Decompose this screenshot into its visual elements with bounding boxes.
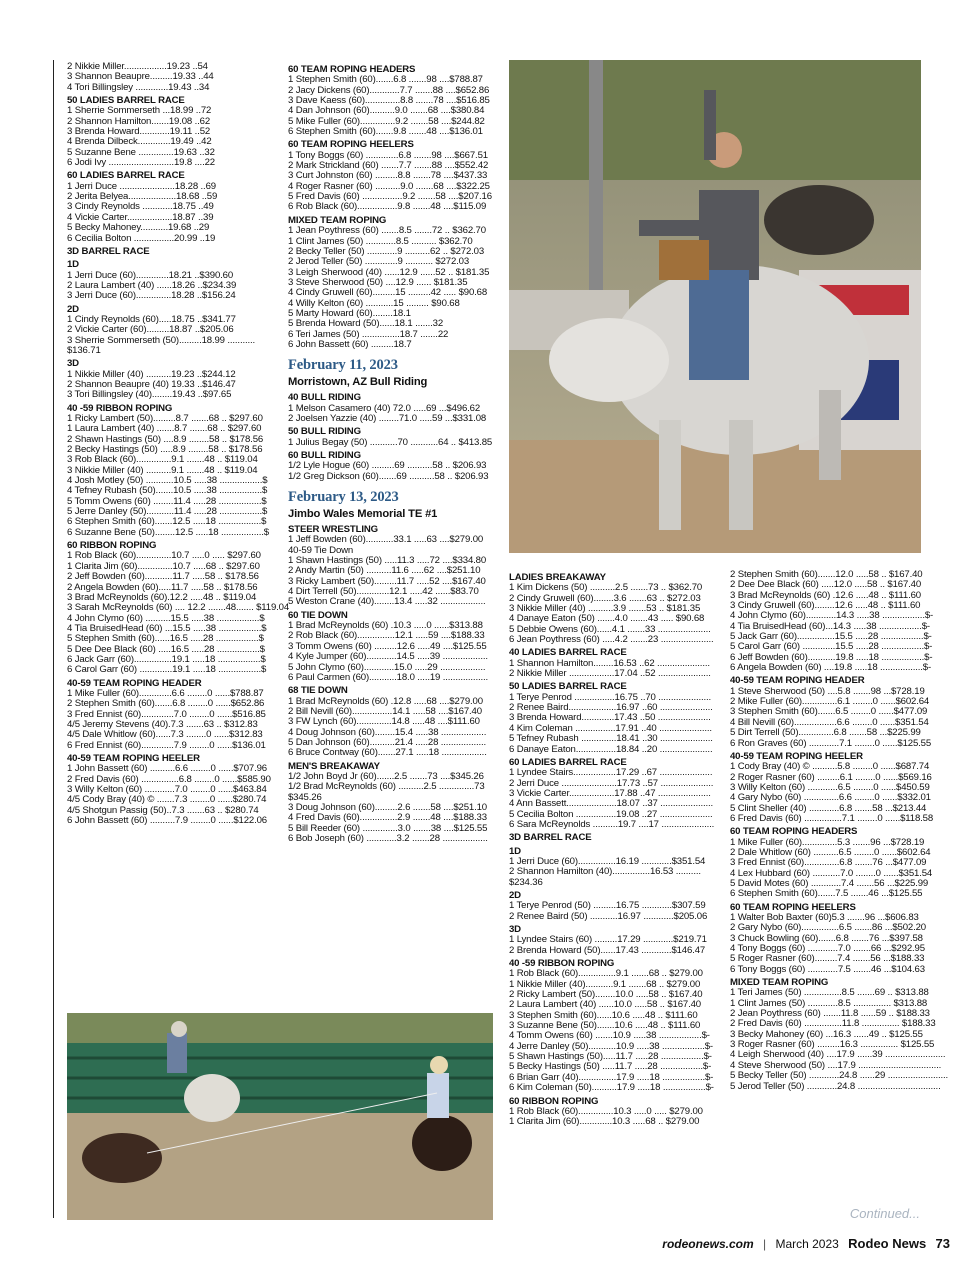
result-line: 1 Stephen Smith (60).......6.8 .......98 ....$788.87 [288,74,483,86]
result-line: 6 Kim Coleman (50)..........17.9 .....18 .................$- [509,1082,714,1094]
result-line: 3 Becky Mahoney (60) ...16.3 ......49 .. $125.55 [730,1028,923,1040]
result-line: 2 Fred Davis (60) ...............6.8 ........0 ......$585.90 [67,773,271,785]
event-heading: 60 LADIES BARREL RACE [67,170,185,182]
result-line: 1 Terye Penrod ................16.75 ..70 ..................... [509,691,712,703]
result-line: 2 Rob Black (60)...............12.1 .....59 ....$188.33 [288,630,485,642]
result-line: 1 Clarita Jim (60).............10.3 .....68 .. $279.00 [509,1116,700,1128]
result-line: 4 Jerre Danley (50)...........10.9 .....38 .................$- [509,1040,713,1052]
result-line: 5 Cecilia Bolton ................19.08 ..27 ..................... [509,808,713,820]
result-line: 1 Brad McReynolds (60) .12.8 .....68 ....$279.00 [288,695,483,707]
result-line: 2 Vickie Carter (60).........18.87 ..$205.06 [67,324,234,336]
event-heading: 40 -59 RIBBON ROPING [67,402,173,414]
result-line: 1 Sherrie Sommerseth ...18.99 ..72 [67,105,212,117]
result-line: 4 Cindy Gruwell (60).........15 .........42 ..... $90.68 [288,287,488,299]
result-line: 2 Cindy Gruwell (60)........3.6 .......63 .. $272.03 [509,592,701,604]
result-line: 4/5 Jeremy Stevens (40).7.3 .......63 .. $312.83 [67,718,258,730]
result-line: 1/2 Lyle Hogue (60) .........69 ..........58 .. $206.93 [288,460,487,472]
result-line: 1 Clarita Jim (60)..............10.7 .....68 .. $297.60 [67,560,260,572]
result-line: 1 Teri James (50) ...............8.5 .......69 .. $313.88 [730,987,929,999]
result-line: 3 Dave Kaess (60)..............8.8 .......78 ....$516.85 [288,95,490,107]
result-line: 6 Stephen Smith (60).......12.5 .....18 .................$ [67,516,267,528]
result-line: 1 Cindy Reynolds (60).....18.75 ..$341.77 [67,313,236,325]
result-line: 4 Tia BruisedHead (60) ...15.5 .....38 .................$ [67,622,267,634]
page-footer [600,1236,950,1251]
result-line: 1 Cody Bray (40) © ..........5.8 ........0 ......$687.74 [730,761,930,773]
event-heading: 3D BARREL RACE [67,245,150,257]
event-heading: 60 TIE DOWN [288,609,348,621]
result-line: 2 Jean Poythress (60) .......11.8 ......59 .. $188.33 [730,1008,930,1020]
result-line: 1 Terye Penrod (50) .........16.75 ............$307.59 [509,900,706,912]
result-line: 1 Mike Fuller (60).............6.6 ........0 ......$788.87 [67,687,264,699]
result-line: 1 Lyndee Stairs.................17.29 ..67 ..................... [509,767,713,779]
result-line: 6 Bruce Contway (60).......27.1 .....18 .................. [288,747,487,759]
event-heading: MEN'S BREAKAWAY [288,760,380,772]
result-line: 3 Brad McReynolds (60) .12.6 .....48 .. $111.60 [730,589,921,601]
result-line: 4 Roger Rasner (60) ..........9.0 .......68 ....$322.25 [288,180,490,192]
event-heading: 1D [67,259,79,271]
result-line: 5 Becky Hastings (50) .....11.7 .....28 .................$- [509,1061,712,1073]
result-line: 6 Jean Poythress (60) .....4.2 .......23 ..................... [509,634,714,646]
result-line: 3 Fred Ennist (60).............7.0 ........0 ......$516.85 [67,708,266,720]
result-line: 3 Shannon Beaupre.........19.33 ..44 [67,71,214,83]
result-line: 6 Paul Carmen (60)...........18.0 .....19 .................. [288,671,489,683]
event-heading: 60 TEAM ROPING HEELERS [288,139,414,151]
result-line: 5 Fred Davis (60) ................9.2 .......58 ....$207.16 [288,191,492,203]
result-line: 3 Willy Kelton (60) ............6.5 ........0 ......$450.59 [730,781,930,793]
result-line: 5 Tomm Owens (60) ........11.4 .....28 .................$ [67,495,267,507]
result-line: 5 Shawn Hastings (50).....11.7 .....28 .................$- [509,1051,712,1063]
results-column-2 [288,62,493,844]
event-heading: 60 LADIES BARREL RACE [509,756,627,768]
result-line: 3 Ricky Lambert (50).........11.7 .....52 ....$167.40 [288,575,486,587]
result-line: 4 Bill Nevill (60).................6.6 ........0 ......$351.54 [730,716,929,728]
result-line: 1 Melson Casamero (40) 72.0 .....69 ...$496.62 [288,402,481,414]
result-line: 1 Shannon Hamilton........16.53 ..62 ..................... [509,657,710,669]
result-line: 5 Weston Crane (40)........13.4 .....32 .................. [288,596,486,608]
result-line: 4 Kyle Jumper (60)............14.5 .....39 .................. [288,651,488,663]
result-line: 1/2 John Boyd Jr (60).......2.5 .......73 ....$345.26 [288,770,484,782]
result-line: 1 Clint James (50) ............8.5 .......... $362.70 [288,235,473,247]
event-heading: 1D [509,845,521,857]
event-heading: 40-59 TEAM ROPING HEADER [730,675,865,687]
result-line: 5 Debbie Owens (60)......4.1 .......33 ..................... [509,623,711,635]
result-line: 5 Stephen Smith (60)......16.5 .....28 .................$ [67,633,264,645]
result-line: 6 Bob Joseph (60) ............3.2 .......28 .................. [288,833,488,844]
result-line: 1 Laura Lambert (40) .......8.7 .......68 .. $297.60 [67,423,262,435]
event-heading: 40 -59 RIBBON ROPING [509,958,615,970]
result-line: 1 Julius Begay (50) ...........70 ...........64 .. $413.85 [288,436,493,448]
result-line: 3 Curt Johnston (60) .........8.8 .......78 ....$437.33 [288,170,488,182]
result-line: 4 Danaye Eaton (50) .......4.0 .......43 ..... $90.68 [509,613,705,625]
result-line: 1 Nikkie Miller (40)...........9.1 .......68 .. $279.00 [509,978,701,990]
result-line: 1 Steve Sherwood (50) ....5.8 .......98 ...$728.19 [730,685,925,697]
result-line: 2 Brenda Howard (50)......17.43 ............$146.47 [509,944,706,956]
result-line: 2 Stephen Smith (60).......6.8 ........0 ......$652.86 [67,698,265,710]
result-line: 2 Shannon Hamilton.......19.08 ..62 [67,115,211,127]
result-line: 4 John Clymo (60)............14.3 .....38 .................$- [730,610,934,622]
result-line: 4 Tia BruisedHead (60)...14.3 .....38 .................$- [730,620,930,632]
result-line: 3 Stephen Smith (60)......10.6 .....48 .. $111.60 [509,1009,698,1021]
continued-note: Continued... [849,1206,920,1221]
result-line: 5 Jerod Teller (50) ............24.8 ................................. [730,1080,941,1092]
result-line: 5 Jack Garr (60)...............15.5 .....28 .................$- [730,631,932,643]
result-line: 4 Tori Billingsley .............19.43 ..34 [67,81,210,93]
result-line: 6 Cecilia Bolton ................20.99 ..19 [67,232,216,244]
result-line: 1 Clint James (50) ............8.5 ............... $313.88 [730,997,928,1009]
event-heading: 3D [509,924,521,935]
result-line: 4 Tefney Rubash (50).......10.5 .....38 .................$ [67,485,268,497]
result-line: 1 Nikkie Miller (40) ..........19.23 ..$244.12 [67,368,236,380]
result-line: 2 Gary Nybo (60)...............6.5 .......86 ...$502.20 [730,922,926,934]
result-line: 2 Shawn Hastings (50) ....8.9 ........58 .. $178.56 [67,433,264,445]
result-line: 2 Becky Teller (50) ............9 ..........62 .. $272.03 [288,245,485,257]
result-line: 5 Bill Reeder (60) ..............3.0 .......38 ....$125.55 [288,822,488,834]
result-line: 4 Ann Bassett....................18.07 ..37 ..................... [509,798,714,810]
event-heading: 60 BULL RIDING [288,450,361,461]
results-column-4 [730,569,949,1092]
result-line: 2 Shannon Beaupre (40) 19.33 ..$146.47 [67,378,236,390]
result-line: 2 Andy Martin (50) ..........11.6 .....62 ....$251.10 [288,565,481,577]
event-heading: 3D BARREL RACE [509,832,592,844]
footer-magazine: Rodeo News [848,1236,927,1251]
result-line: 1 Mike Fuller (60)..............5.3 .......96 ...$728.19 [730,836,925,848]
result-line: $234.36 [509,876,543,888]
bronc-riding-photo [509,60,921,553]
result-line: 3 Cindy Gruwell (60)........12.6 .....48 .. $111.60 [730,600,921,612]
result-line: 5 Tefney Rubash ..............18.41 ..30 ..................... [509,733,713,745]
result-line: 1 Lyndee Stairs (60) .........17.29 ............$219.71 [509,934,707,946]
result-line: 6 Teri James (50) ...............18.7 .......22 [288,328,449,340]
result-line: 2 Nikkie Miller.................19.23 ..54 [67,61,208,72]
result-line: 5 David Motes (60) ............7.4 .......56 ...$225.99 [730,877,929,889]
result-line: 4 Dan Johnson (60)..........9.0 .......68 ....$380.84 [288,105,485,117]
footer-date: March 2023 [775,1237,839,1251]
event-heading: 60 RIBBON ROPING [67,540,157,552]
event-date: February 13, 2023 [288,489,399,506]
event-heading: 40 LADIES BARREL RACE [509,647,627,659]
result-line: 2 Joelsen Yazzie (40) ........71.0 .....59 ...$331.08 [288,412,487,424]
event-heading: 2D [509,889,521,901]
result-line: 2 Angela Bowden (60).....11.7 .....58 .. $178.56 [67,581,258,593]
event-title: Morristown, AZ Bull Riding [288,376,428,389]
result-line: 3 Cindy Reynolds ............18.75 ..49 [67,201,214,213]
result-line: 1 Rob Black (60)..............10.3 .....0 ..... $279.00 [509,1105,703,1117]
result-line: 2 Jacy Dickens (60)............7.7 .......88 ....$652.86 [288,84,490,96]
result-line: 3 Rob Black (60)..............9.1 .......48 .. $119.04 [67,454,258,466]
result-line: 4 Josh Motley (50) ...........10.5 .....38 .................$ [67,475,268,487]
event-heading: 40-59 TEAM ROPING HEELER [67,753,200,764]
result-line: 6 John Bassett (60) .........18.7 [288,338,412,350]
result-line: 5 Roger Rasner (60).........7.4 .......56 ...$188.33 [730,953,925,965]
result-line: 2 Jerod Teller (50) .............9 ........... $272.03 [288,256,470,268]
result-line: $136.71 [67,344,101,356]
result-line: 5 Clint Sheller (40) ............6.8 .......58 ...$213.44 [730,802,927,814]
event-heading: 3D [67,358,79,370]
event-heading: STEER WRESTLING [288,524,378,536]
footer-site[interactable]: rodeonews.com [662,1237,754,1251]
event-heading: MIXED TEAM ROPING [288,214,387,226]
result-line: 5 Dee Dee Black (60) .....16.5 .....28 .................$ [67,643,265,655]
result-line: 4 Doug Johnson (60)........15.4 .....38 .................. [288,726,487,738]
result-line: 6 John Bassett (60) ..........7.9 ........0 ......$122.06 [67,815,267,827]
result-line: 5 Marty Howard (60)........18.1 [288,307,411,319]
footer-separator: | [762,1237,767,1251]
result-line: 1 Tony Boggs (60) .............6.8 .......98 ....$667.51 [288,149,488,161]
result-line: 4 Gary Nybo (60) ..............6.6 ........0 ......$332.01 [730,792,931,804]
event-heading: 60 RIBBON ROPING [509,1095,599,1107]
result-line: 3 Tori Billingsley (40)........19.43 ..$97.65 [67,389,232,401]
result-line: 6 Angela Bowden (60) ....19.8 .....18 .................$- [730,662,932,674]
result-line: 4 Leigh Sherwood (40) ....17.9 ......39 ........................ [730,1049,946,1061]
results-column-3 [509,570,714,1128]
result-line: 3 Chuck Bowling (60).......6.8 .......76 ...$397.58 [730,932,923,944]
result-line: 3 Doug Johnson (60).........2.6 .......58 ....$251.10 [288,801,487,813]
result-line: 4/5 Cody Bray (40) © .......7.3 ........0 ......$280.74 [67,794,267,806]
result-line: 3 Suzanne Bene (50).......10.6 .....48 .. $111.60 [509,1020,701,1032]
column-rule [53,60,54,1218]
result-line: 2 Stephen Smith (60).......12.0 .....58 .. $167.40 [730,569,923,580]
result-line: 6 Stephen Smith (60).......7.5 .......46 ...$125.55 [730,888,923,900]
result-line: 3 Brenda Howard............19.11 ..52 [67,126,211,138]
result-line: 3 Roger Rasner (60) .........16.3 ............... $125.55 [730,1039,935,1051]
result-line: 5 Becky Teller (50) ............24.8 ......29 ........................ [730,1070,949,1082]
result-line: 6 Danaye Eaton................18.84 ..20 ..................... [509,743,713,755]
result-line: 5 Suzanne Bene ..............19.63 ..32 [67,146,215,158]
result-line: 3 Sherrie Sommerseth (50).........18.99 ........... [67,334,256,346]
result-line: 2 Mark Strickland (60) .......7.7 .......88 ....$552.42 [288,160,489,172]
team-roping-photo [67,1013,493,1220]
result-line: 4 Dirt Terrell (50).............12.1 .....42 ......$83.70 [288,586,479,598]
result-line: 3 Sarah McReynolds (60) .... 12.2 .......48....... $119.04 [67,602,290,614]
result-line: 5 Brenda Howard (50)......18.1 .......32 [288,318,444,330]
result-line: 1 Jerri Duce (60).............18.21 ..$390.60 [67,269,234,281]
result-line: 6 Stephen Smith (60).......9.8 .......48 ....$136.01 [288,126,483,138]
result-line: 3 Jerri Duce (60)..............18.28 ..$156.24 [67,290,236,302]
result-line: 1/2 Greg Dickson (60).......69 ..........58 .. $206.93 [288,470,489,482]
result-line: 2 Renee Baird (50) ...........16.97 ............$205.06 [509,910,708,922]
result-line: 2 Ricky Lambert (50)........10.0 .....58 .. $167.40 [509,989,703,1001]
result-line: 3 Stephen Smith (60).......6.5 ........0 ......$477.09 [730,706,928,718]
result-line: 3 Tomm Owens (60) .........12.6 .....49 ....$125.55 [288,640,487,652]
event-heading: 50 LADIES BARREL RACE [509,681,627,693]
event-heading: 60 TEAM ROPING HEADERS [288,64,416,75]
result-line: 3 Willy Kelton (60) ............7.0 ........0 ......$463.84 [67,784,267,796]
result-line: 3 Fred Ennist (60)..............6.8 .......76 ...$477.09 [730,857,927,869]
result-line: 4 Tomm Owens (60) .......10.9 .....38 .................$- [509,1030,710,1042]
result-line: 6 Carol Garr (60) .............19.1 .....18 .................$ [67,664,267,676]
result-line: 3 Nikkie Miller (40) ..........3.9 .......53 .. $181.35 [509,603,701,615]
event-date: February 11, 2023 [288,357,398,374]
event-title: Jimbo Wales Memorial TE #1 [288,508,438,521]
result-line: 5 Dan Johnson (60)..........21.4 .....28 .................. [288,736,487,748]
result-line: 3 Steve Sherwood (50) ....12.9 ...... $181.35 [288,276,468,288]
result-line: 40-59 Tie Down [288,544,354,556]
result-line: 6 Brian Garr (40)...............17.9 .....18 .................$- [509,1071,714,1083]
result-line: 6 Tony Boggs (60) ............7.5 .......46 ...$104.63 [730,963,925,975]
result-line: 4/5 Dale Whitlow (60)......7.3 ........0 ......$312.83 [67,729,263,741]
result-line: 6 Jeff Bowden (60)...........19.8 .....18 .................$- [730,651,933,663]
result-line: 2 Laura Lambert (40) ......18.26 ..$234.39 [67,279,237,291]
result-line: 4 Tony Boggs (60) ............7.0 .......66 ...$292.95 [730,943,925,955]
result-line: 1 Walter Bob Baxter (60)5.3 .......96 ...$606.83 [730,912,919,923]
result-line: 2 Dale Whitlow (60) ..........6.5 ........0 ......$602.64 [730,846,931,858]
event-heading: 40 BULL RIDING [288,392,361,404]
result-line: 1 Rob Black (60)..............10.7 .....0 ..... $297.60 [67,550,261,562]
result-line: 1/2 Brad McReynolds (60) ..........2.5 ..............73 [288,781,485,793]
result-line: 2 Becky Hastings (50) .....8.9 ........58 .. $178.56 [67,444,263,456]
result-line: 5 Dirt Terrell (50)..............6.8 .......58 ...$225.99 [730,727,921,739]
result-line: 3 Brad McReynolds (60).12.2 .....48 .. $119.04 [67,591,257,603]
event-heading: 60 TEAM ROPING HEADERS [730,826,858,838]
result-line: 1 Ricky Lambert (50).........8.7 .......68 .. $297.60 [67,413,263,424]
result-line: 2 Dee Dee Black (60) .....12.0 .....58 .. $167.40 [730,579,922,591]
event-heading: MIXED TEAM ROPING [730,977,829,989]
result-line: 6 Fred Davis (60) ...............7.1 ........0 ......$118.58 [730,812,934,824]
result-line: 2 Jerri Duce ......................17.73 ..57 ..................... [509,777,714,789]
event-heading: LADIES BREAKAWAY [509,572,606,583]
results-column-1 [67,61,290,827]
event-heading: 40-59 TEAM ROPING HEADER [67,677,202,689]
result-line: 4 Fred Davis (60)...............2.9 .......48 ....$188.33 [288,812,487,824]
result-line: 6 Suzanne Bene (50)........12.5 .....18 .................$ [67,526,269,538]
result-line: 1 Rob Black (60)...............9.1 .......68 .. $279.00 [509,968,703,980]
result-line: 3 Leigh Sherwood (40) ......12.9 ......52 .. $181.35 [288,266,490,278]
result-line: 2 Nikkie Miller ..................17.04 ..52 ..................... [509,668,711,680]
result-line: 6 Rob Black (60)................9.8 .......48 ....$115.09 [288,201,487,213]
event-heading: 40-59 TEAM ROPING HEELER [730,750,863,762]
result-line: 6 Jodi Ivy ..........................19.8 ....22 [67,157,215,169]
team-roping-image [67,1013,493,1220]
event-heading: 50 BULL RIDING [288,426,361,438]
event-heading: 68 TIE DOWN [288,685,348,697]
event-heading: 2D [67,303,79,315]
event-heading: 60 TEAM ROPING HEELERS [730,901,856,913]
result-line: 6 Jack Garr (60)...............19.1 .....18 .................$ [67,653,266,665]
result-line: 5 Carol Garr (60) .............15.5 .....28 .................$- [730,641,933,653]
result-line: 3 FW Lynch (60)..............14.8 .....48 ....$111.60 [288,716,480,728]
result-line: 4 Vickie Carter..................18.87 ..39 [67,211,214,223]
result-line: 1 Brad McReynolds (60) .10.3 .....0 ......$313.88 [288,620,483,632]
result-line: 2 Mike Fuller (60)..............6.1 ........0 ......$602.64 [730,696,930,708]
result-line: 3 Nikkie Miller (40) ..........9.1 .......48 .. $119.04 [67,464,258,476]
result-line: 5 Jerre Danley (50)...........11.4 .....28 .................$ [67,506,268,518]
result-line: 1 Kim Dickens (50) ..........2.5 .......73 .. $362.70 [509,582,703,594]
result-line: 5 John Clymo (60)............15.0 .....29 .................. [288,661,486,673]
result-line: 4/5 Shotgun Passig (50)..7.3 .......63 .. $280.74 [67,804,259,816]
result-line: 1 Jeff Bowden (60)...........33.1 .....63 ....$279.00 [288,534,484,546]
event-heading: 50 LADIES BARREL RACE [67,95,185,107]
result-line: 4 Steve Sherwood (50) ....17.9 ................................. [730,1059,942,1071]
bronc-riding-image [509,60,921,553]
result-line: 4 Brenda Dilbeck.............19.49 ..42 [67,136,212,148]
result-line: 2 Roger Rasner (60) .........6.1 ........0 ......$569.16 [730,771,932,783]
result-line: 3 Vickie Carter..................17.88 ..47 ..................... [509,787,711,799]
result-line: 6 Sara McReynolds ..........19.7 ....17 ..................... [509,818,715,830]
result-line: 2 Bill Nevill (60)................14.1 .....58 ....$167.40 [288,705,482,717]
result-line: 4 John Clymo (60) ..........15.5 .....38 .................$ [67,612,265,624]
page-number: 73 [935,1236,950,1251]
result-line: 6 Ron Graves (60) ............7.1 ........0 ......$125.55 [730,737,932,749]
result-line: 1 Shawn Hastings (50) .....11.3 .....72 ....$334.80 [288,555,487,567]
result-line: 4 Lex Hubbard (60) ...........7.0 ........0 ......$351.54 [730,867,933,879]
result-line: 5 Mike Fuller (60)..............9.2 .......58 ....$244.82 [288,115,485,127]
result-line: 1 John Bassett (60) ..........6.6 ........0 ......$707.96 [67,763,267,775]
result-line: 2 Fred Davis (60) ...............11.8 ............... $188.33 [730,1018,936,1030]
result-line: 2 Shannon Hamilton (40)...............16.53 .......... [509,866,701,878]
result-line: 2 Renee Baird...................16.97 ..60 ..................... [509,702,713,714]
result-line: $345.26 [288,791,322,803]
result-line: 5 Becky Mahoney...........19.68 ..29 [67,222,210,234]
result-line: 2 Jerita Belyea...................18.68 ..59 [67,191,218,203]
result-line: 1 Jean Poythress (60) .......8.5 .......72 .. $362.70 [288,225,486,237]
result-line: 6 Fred Ennist (60).............7.9 ........0 ......$136.01 [67,739,266,751]
result-line: 4 Kim Coleman ................17.91 ..40 ..................... [509,722,712,734]
result-line: 2 Jeff Bowden (60)...........11.7 .....58 .. $178.56 [67,571,259,583]
result-line: 4 Willy Kelton (60) ...........15 ......... $90.68 [288,297,460,309]
result-line: 1 Jerri Duce (60)...............16.19 ............$351.54 [509,855,706,867]
result-line: 1 Jerri Duce ......................18.28 ..69 [67,180,216,192]
result-line: 2 Laura Lambert (40) ......10.0 .....58 .. $167.40 [509,999,701,1011]
result-line: 3 Brenda Howard.............17.43 ..50 ..................... [509,712,711,724]
